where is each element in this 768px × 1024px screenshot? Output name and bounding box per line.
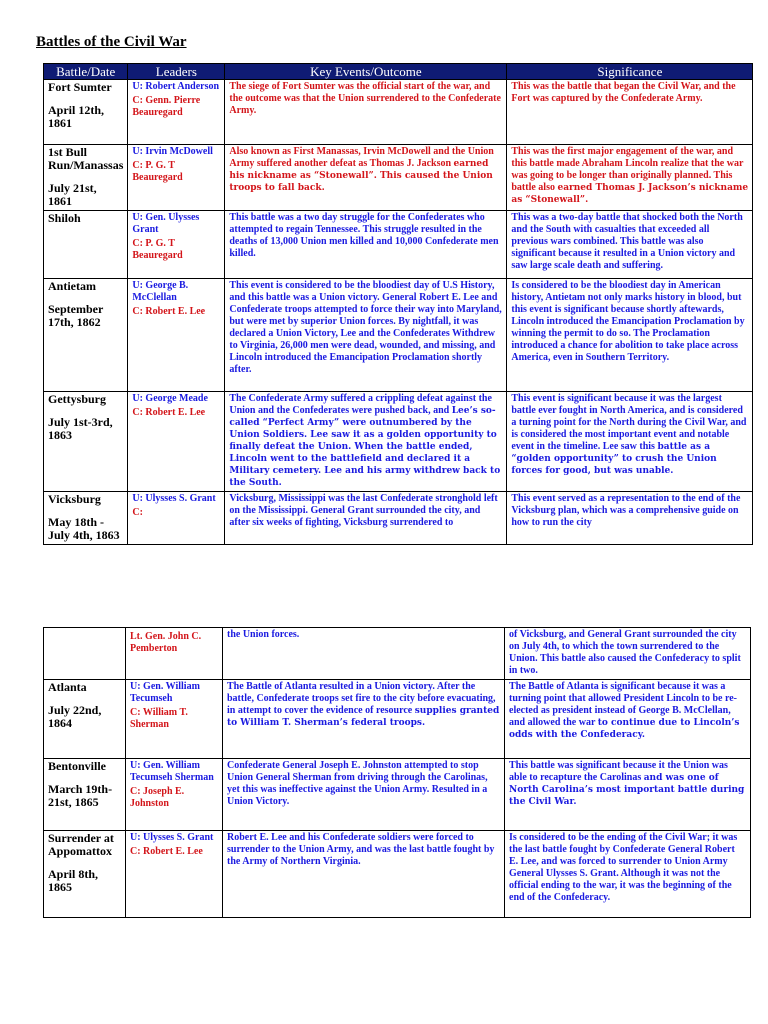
events-cell	[223, 831, 505, 918]
leaders-cell	[128, 80, 225, 145]
events-text-highlight: Lee’s so-called “Perfect Army” were outnumbered by the Union Soldiers. Lee saw it as a golden opportunity to finally defeat the Union. When the battle ended, Lincoln went to the battlefield and declared it a Military cemetery. Lee and his army withdrew back to the South.	[229, 406, 501, 488]
events-cell	[223, 680, 505, 759]
header-significance: Significance	[507, 64, 753, 80]
confederate-leader: C: William T. Sherman	[130, 707, 188, 730]
table-header-row	[44, 64, 753, 80]
battle-name: Fort Sumter	[48, 80, 112, 94]
significance-cell	[507, 392, 753, 492]
table-row	[44, 80, 753, 145]
union-leader: U: Irvin McDowell	[132, 146, 213, 157]
significance-text: This was a two-day battle that shocked both the North and the South with casualties that exceeded all previous wars combined. This battle was also significant because it resulted in a Union victory and saw large scale death and suffering.	[511, 212, 743, 271]
union-leader: U: Gen. William Tecumseh	[130, 681, 200, 704]
significance-text: Is considered to be the ending of the Civil War; it was the last battle fought by Confederate General Robert E. Lee, and was forced to surrender to Union Army General Ulysses S. Grant. Although it was not the official ending to the war, it was the beginning of the end of the Confederacy.	[509, 832, 738, 903]
events-text-highlight: earned his nickname as “Stonewall”. This caused the Union troops to fall back.	[229, 159, 493, 193]
leaders-cell	[126, 680, 223, 759]
battle-cell	[44, 145, 128, 211]
significance-text: The Battle of Atlanta is significant because it was a turning point that allowed President Lincoln to be re-elected as president instead of George B. McClellan, and allowed the war	[509, 681, 737, 728]
battle-cell	[44, 211, 128, 279]
battle-name: Antietam	[48, 279, 96, 293]
union-leader: U: Gen. Ulysses Grant	[132, 212, 200, 235]
events-cell	[225, 392, 507, 492]
significance-cell	[507, 80, 753, 145]
table-row	[44, 211, 753, 279]
table-row	[44, 831, 751, 918]
battle-name: Vicksburg	[48, 492, 101, 506]
battle-name: Atlanta	[48, 680, 87, 694]
battle-date: September 17th, 1862	[48, 302, 104, 329]
confederate-leader: C: P. G. T Beauregard	[132, 238, 183, 261]
table-row	[44, 628, 751, 680]
significance-text-highlight: and was one of North Carolina’s most important battle during the Civil War.	[509, 773, 745, 807]
events-cell	[223, 759, 505, 831]
leaders-cell	[126, 628, 223, 680]
leaders-cell	[126, 759, 223, 831]
table-row	[44, 492, 753, 545]
battle-cell	[44, 279, 128, 392]
battles-table	[43, 63, 753, 545]
significance-text: This battle was significant because it the Union was able to recapture the Carolinas	[509, 760, 728, 783]
union-leader: U: Ulysses S. Grant	[132, 493, 216, 504]
confederate-leader: C: Robert E. Lee	[130, 846, 203, 857]
table-body-continued	[44, 628, 751, 918]
significance-text: of Vicksburg, and General Grant surrounded the city on July 4th, to which the town surrendered to the Union. This battle also caused the Confederacy to split in two.	[509, 629, 741, 676]
battles-table-continued	[43, 627, 751, 918]
leaders-cell	[128, 145, 225, 211]
events-text: The Confederate Army suffered a crippling defeat against the Union and the Confederates were pushed back, and	[229, 393, 492, 416]
battle-date: April 8th, 1865	[48, 867, 99, 894]
events-text: The siege of Fort Sumter was the official start of the war, and the outcome was that the Union surrendered to the Confederate Army.	[229, 81, 501, 116]
table-row	[44, 680, 751, 759]
events-text: This event is considered to be the bloodiest day of U.S History, and this battle was a Union victory. General Robert E. Lee and Confederate troops attempted to force their way into Maryland, but were met by superior Union forces. By nightfall, it was declared a Union Victory, Lee and the Confederates Withdrew to Virginia, 26,000 men were dead, wounded, and missing, and Lincoln introduced the Emancipation Proclamation shortly after.	[229, 280, 502, 375]
events-text: This battle was a two day struggle for the Confederates who attempted to regain Tennessee. This struggle resulted in the deaths of 13,000 Union men killed and 10,000 Confederate men killed.	[229, 212, 499, 259]
significance-text: This was the battle that began the Civil War, and the Fort was captured by the Confederate Army.	[511, 81, 736, 104]
events-cell	[225, 211, 507, 279]
battle-cell	[44, 80, 128, 145]
battle-cell	[44, 628, 126, 680]
events-cell	[225, 279, 507, 392]
events-cell	[225, 80, 507, 145]
battle-date: March 19th-21st, 1865	[48, 782, 113, 809]
table-row	[44, 759, 751, 831]
significance-cell	[507, 492, 753, 545]
confederate-leader: C: P. G. T Beauregard	[132, 160, 183, 183]
union-leader: U: George B. McClellan	[132, 280, 189, 303]
significance-text: Is considered to be the bloodiest day in American history, Antietam not only marks history in blood, but this event is significant because shortly aftewards, Lincoln introduced the Emancipation Proclamation by winning the permit to do so. The Proclamation introduced a chance for abolition to take place across America, even in Southern Territory.	[511, 280, 745, 363]
events-text: Also known as First Manassas, Irvin McDowell and the Union Army suffered another defeat as Thomas J. Jackson	[229, 146, 494, 169]
significance-text: This event is significant because it was the largest battle ever fought in North America, and is considered a turning point for the North during the Civil War, and is considered the most important event and notable event in the timeline. Lee saw this	[511, 393, 747, 452]
events-text: Confederate General Joseph E. Johnston attempted to stop Union General Sherman from driving through the Carolinas, yet this was ineffective against the Union Army. Resulted in a Union Victory.	[227, 760, 488, 807]
table-row	[44, 392, 753, 492]
battle-cell	[44, 831, 126, 918]
leaders-cell	[128, 392, 225, 492]
union-leader: U: George Meade	[132, 393, 208, 404]
union-leader: U: Ulysses S. Grant	[130, 832, 214, 843]
confederate-leader: C:	[132, 507, 143, 518]
union-leader: U: Gen. William Tecumseh Sherman	[130, 760, 214, 783]
battle-name: 1st Bull Run/Manassas	[48, 145, 124, 172]
significance-cell	[507, 145, 753, 211]
confederate-leader: C: Robert E. Lee	[132, 306, 206, 317]
battle-date: April 12th, 1861	[48, 103, 105, 130]
events-text: The Battle of Atlanta resulted in a Union victory. After the battle, Confederate troops set fire to the city before evacuating, in attempt to cover the evidence of resource	[227, 681, 496, 716]
significance-cell	[505, 831, 751, 918]
table-row	[44, 145, 753, 211]
header-key-events: Key Events/Outcome	[225, 64, 507, 80]
page-title: Battles of the Civil War	[36, 34, 187, 50]
battle-name: Shiloh	[48, 211, 81, 225]
battle-cell	[44, 492, 128, 545]
significance-cell	[507, 211, 753, 279]
confederate-leader: C: Joseph E. Johnston	[130, 786, 185, 809]
table-body	[44, 80, 753, 545]
significance-text: This event served as a representation to the end of the Vicksburg plan, which was a comprehensive guide on how to run the city	[511, 493, 741, 528]
leaders-cell	[128, 211, 225, 279]
significance-cell	[505, 628, 751, 680]
union-leader: U: Robert Anderson	[132, 81, 220, 92]
table-row	[44, 279, 753, 392]
significance-cell	[505, 759, 751, 831]
battle-date: May 18th - July 4th, 1863	[48, 515, 120, 542]
leaders-cell	[126, 831, 223, 918]
confederate-leader: C: Genn. Pierre Beauregard	[132, 95, 201, 118]
significance-text-highlight: to continue due to Lincoln’s odds with the Confederacy.	[509, 718, 740, 740]
leaders-cell	[128, 492, 225, 545]
header-battle-date: Battle/Date	[44, 64, 128, 80]
events-text: Vicksburg, Mississippi was the last Confederate stronghold left on the Mississippi. General Grant surrounded the city, and after six weeks of fighting, Vicksburg surrendered to	[229, 493, 498, 528]
events-cell	[223, 628, 505, 680]
battle-cell	[44, 759, 126, 831]
significance-cell	[505, 680, 751, 759]
events-text: Robert E. Lee and his Confederate soldiers were forced to surrender to the Union Army, and was the last battle fought by the Army of Northern Virginia.	[227, 832, 495, 867]
events-text-highlight: supplies granted to William T. Sherman’s federal troops.	[227, 706, 500, 728]
leaders-cell	[128, 279, 225, 392]
battle-name: Gettysburg	[48, 392, 106, 406]
significance-text-highlight: battle as a “golden opportunity” to crush the Union forces for good, but was unable.	[511, 442, 717, 476]
significance-cell	[507, 279, 753, 392]
events-cell	[225, 145, 507, 211]
confederate-leader: Lt. Gen. John C. Pemberton	[130, 631, 202, 654]
significance-text-highlight: earned Thomas J. Jackson’s nickname as “Stonewall”.	[511, 183, 749, 205]
battle-date: July 22nd, 1864	[48, 703, 102, 730]
battle-date: July 21st, 1861	[48, 181, 97, 208]
events-text: the Union forces.	[227, 629, 300, 640]
battle-name: Surrender at Appomattox	[48, 831, 114, 858]
battle-cell	[44, 392, 128, 492]
confederate-leader: C: Robert E. Lee	[132, 407, 206, 418]
battle-cell	[44, 680, 126, 759]
significance-text: This was the first major engagement of the war, and this battle made Abraham Lincoln realize that the war was going to be longer than originally planned. This battle also	[511, 146, 744, 193]
header-leaders: Leaders	[128, 64, 225, 80]
battle-name: Bentonville	[48, 759, 107, 773]
battle-date: July 1st-3rd, 1863	[48, 415, 113, 442]
events-cell	[225, 492, 507, 545]
